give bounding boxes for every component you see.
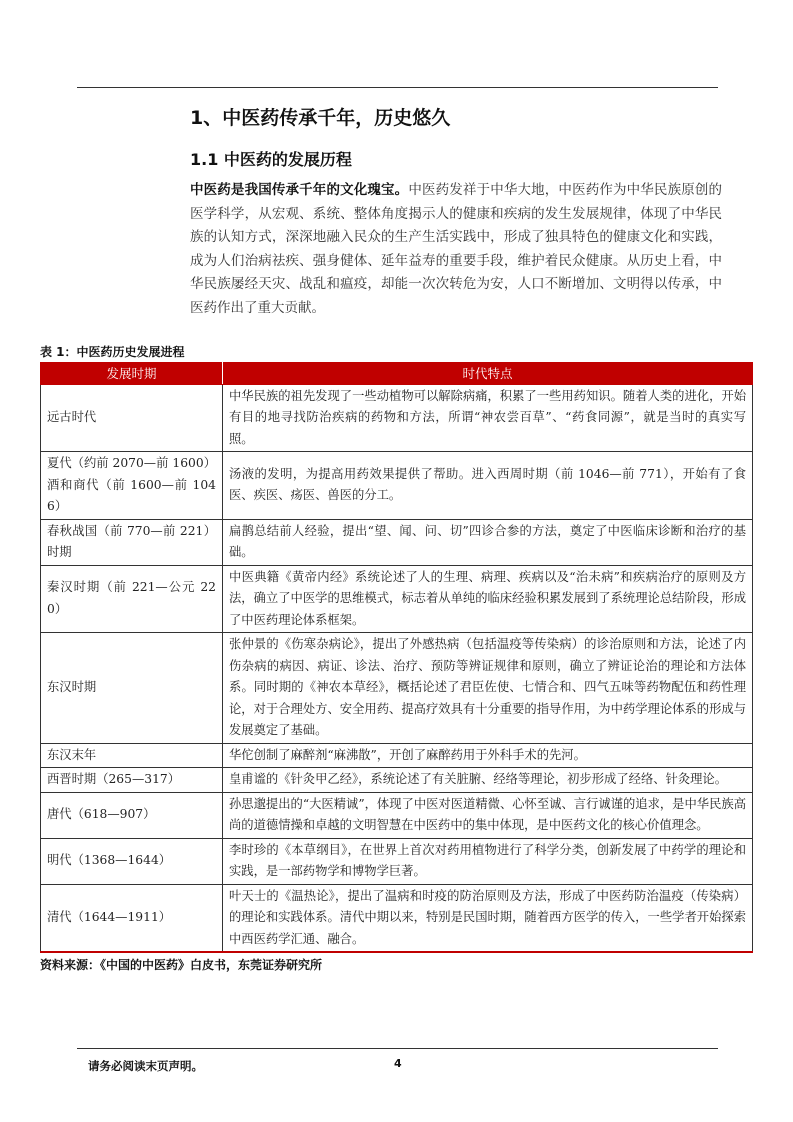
- period-cell: 明代（1368—1644）: [41, 838, 223, 884]
- header-rule: [77, 87, 718, 88]
- period-cell: 远古时代: [41, 384, 223, 452]
- table-source: 资料来源：《中国的中医药》白皮书，东莞证券研究所: [40, 958, 323, 973]
- column-header-period: 发展时期: [41, 362, 223, 384]
- intro-paragraph: [190, 179, 722, 321]
- column-header-feature: 时代特点: [223, 362, 753, 384]
- table-caption: 表 1：中医药历史发展进程: [40, 344, 185, 359]
- table-row: [41, 743, 753, 768]
- table-row: [41, 452, 753, 520]
- page-content: [40, 105, 753, 974]
- feature-cell: 皇甫谧的《针灸甲乙经》，系统论述了有关脏腑、经络等理论，初步形成了经络、针灸理论。: [223, 768, 753, 793]
- feature-cell: 张仲景的《伤寒杂病论》，提出了外感热病（包括温疫等传染病）的诊治原则和方法，论述了内伤杂病的病因、病证、诊法、治疗、预防等辨证规律和原则，确立了辨证论治的理论和方法体系。同时期的《神农本草经》，概括论述了君臣佐使、七情合和、四气五味等药物配伍和药性理论，对于合理处方、安全用药、提高疗效具有十分重要的指导作用，为中药学理论体系的形成与发展奠定了基础。: [223, 633, 753, 744]
- table-row: [41, 792, 753, 838]
- period-cell: 东汉末年: [41, 743, 223, 768]
- table-row: [41, 838, 753, 884]
- period-cell: 清代（1644—1911）: [41, 884, 223, 952]
- period-cell: 春秋战国（前 770—前 221）时期: [41, 519, 223, 565]
- footer-rule: [77, 1048, 718, 1049]
- period-cell: 西晋时期（265—317）: [41, 768, 223, 793]
- subsection-heading: 1.1 中医药的发展历程: [190, 150, 352, 169]
- table-header-row: [41, 362, 753, 384]
- table-row: [41, 565, 753, 633]
- table-row: [41, 519, 753, 565]
- footer-disclaimer: 请务必阅读末页声明。: [88, 1059, 203, 1073]
- section-heading: 1、中医药传承千年，历史悠久: [190, 107, 451, 129]
- feature-cell: 中华民族的祖先发现了一些动植物可以解除病痛，积累了一些用药知识。随着人类的进化，开始有目的地寻找防治疾病的药物和方法，所谓“神农尝百草”、“药食同源”，就是当时的真实写照。: [223, 384, 753, 452]
- feature-cell: 孙思邈提出的“大医精诚”，体现了中医对医道精微、心怀至诚、言行诚谨的追求，是中华民族高尚的道德情操和卓越的文明智慧在中医药中的集中体现，是中医药文化的核心价值理念。: [223, 792, 753, 838]
- period-cell: 唐代（618—907）: [41, 792, 223, 838]
- feature-cell: 叶天士的《温热论》，提出了温病和时疫的防治原则及方法，形成了中医药防治温疫（传染病）的理论和实践体系。清代中期以来，特别是民国时期，随着西方医学的传入，一些学者开始探索中西医药学汇通、融合。: [223, 884, 753, 952]
- paragraph-lead: 中医药是我国传承千年的文化瑰宝。: [190, 182, 409, 198]
- feature-cell: 中医典籍《黄帝内经》系统论述了人的生理、病理、疾病以及“治未病”和疾病治疗的原则及方法，确立了中医学的思维模式，标志着从单纯的临床经验积累发展到了系统理论总结阶段，形成了中医药理论体系框架。: [223, 565, 753, 633]
- period-cell: 夏代（约前 2070—前 1600）酒和商代（前 1600—前 1046）: [41, 452, 223, 520]
- table-row: [41, 884, 753, 952]
- feature-cell: 华佗创制了麻醉剂“麻沸散”，开创了麻醉药用于外科手术的先河。: [223, 743, 753, 768]
- history-table: [40, 362, 753, 954]
- table-row: [41, 384, 753, 452]
- table-row: [41, 633, 753, 744]
- feature-cell: 李时珍的《本草纲目》，在世界上首次对药用植物进行了科学分类，创新发展了中药学的理论和实践，是一部药物学和博物学巨著。: [223, 838, 753, 884]
- period-cell: 东汉时期: [41, 633, 223, 744]
- period-cell: 秦汉时期（前 221—公元 220）: [41, 565, 223, 633]
- page-number: 4: [394, 1057, 402, 1070]
- table-row: [41, 768, 753, 793]
- feature-cell: 汤液的发明，为提高用药效果提供了帮助。进入西周时期（前 1046—前 771），开始有了食医、疾医、疡医、兽医的分工。: [223, 452, 753, 520]
- feature-cell: 扁鹊总结前人经验，提出“望、闻、问、切”四诊合参的方法，奠定了中医临床诊断和治疗的基础。: [223, 519, 753, 565]
- paragraph-body: 中医药发祥于中华大地，中医药作为中华民族原创的医学科学，从宏观、系统、整体角度揭示人的健康和疾病的发生发展规律，体现了中华民族的认知方式，深深地融入民众的生产生活实践中，形成了独具特色的健康文化和实践，成为人们治病祛疾、强身健体、延年益寿的重要手段，维护着民众健康。从历史上看，中华民族屡经天灾、战乱和瘟疫，却能一次次转危为安，人口不断增加、文明得以传承，中医药作出了重大贡献。: [190, 182, 723, 316]
